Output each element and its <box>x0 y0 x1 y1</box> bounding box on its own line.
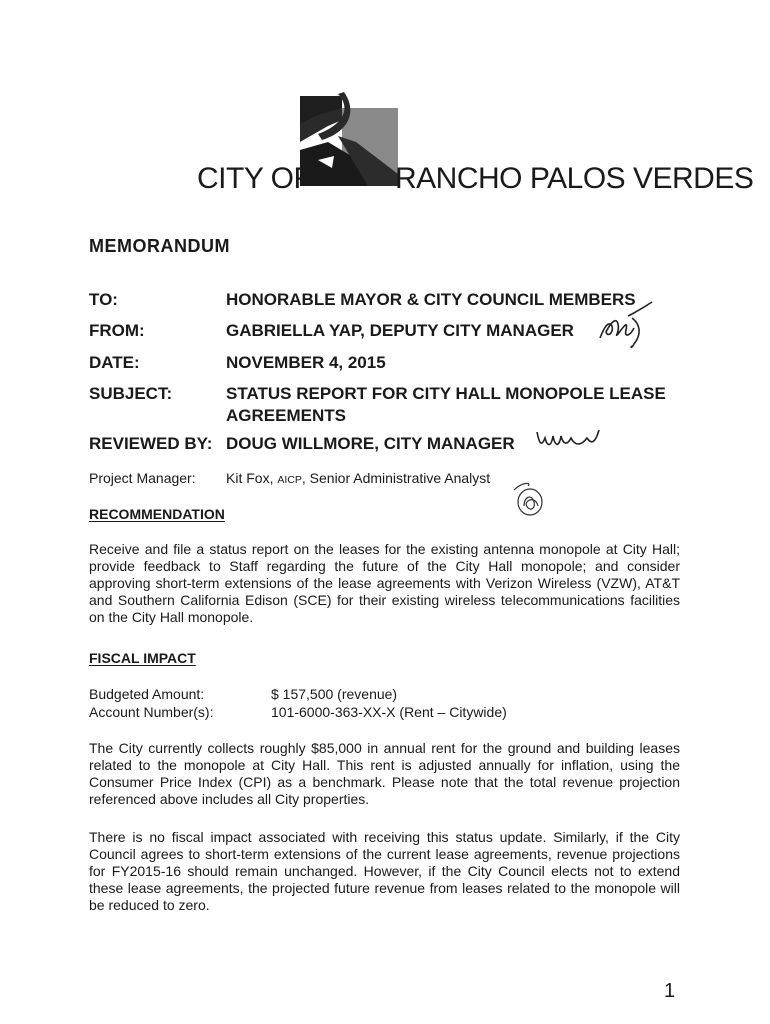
recommendation-text: Receive and file a status report on the leases for the existing antenna monopole at City Hall; provide feedback to Staff regarding the future of the City Hall monopole; and consider approving short-term extensions of the lease agreements with Verizon Wireless (VZW), AT&T and Southern California Edison (SCE) for their existing wireless telecommunications facilities on the City Hall monopole. <box>89 541 680 625</box>
memorandum-title: MEMORANDUM <box>89 236 230 256</box>
account-number-label: Account Number(s): <box>89 704 214 720</box>
from-initials-signature-icon <box>594 298 654 354</box>
analyst-initials-signature-icon <box>510 476 546 518</box>
date-value: NOVEMBER 4, 2015 <box>226 353 386 372</box>
budgeted-amount-label: Budgeted Amount: <box>89 686 205 702</box>
to-value: HONORABLE MAYOR & CITY COUNCIL MEMBERS <box>226 290 636 309</box>
account-number-value: 101-6000-363-XX-X (Rent – Citywide) <box>271 704 507 720</box>
to-label: TO: <box>89 290 118 309</box>
project-manager-value <box>226 470 490 486</box>
project-manager-label: Project Manager: <box>89 470 196 486</box>
fiscal-paragraph-1: The City currently collects roughly $85,000 in annual rent for the ground and building leases related to the monopole at City Hall. This rent is adjusted annually for inflation, using the Consumer Price Index (CPI) as a benchmark. Please note that the total revenue projection referenced above includes all City properties. <box>89 740 680 807</box>
project-manager-name: Kit Fox, <box>226 470 278 486</box>
subject-label: SUBJECT: <box>89 384 173 403</box>
budgeted-amount-value: $ 157,500 (revenue) <box>271 686 398 702</box>
fiscal-impact-heading: FISCAL IMPACT <box>89 650 196 666</box>
reviewed-by-value: DOUG WILLMORE, CITY MANAGER <box>226 434 515 453</box>
city-seal-logo-icon <box>298 90 398 190</box>
letterhead-city-of: CITY OF <box>197 162 312 195</box>
project-manager-title: , Senior Administrative Analyst <box>301 470 491 486</box>
reviewed-initials-signature-icon <box>535 424 605 452</box>
page-number: 1 <box>664 980 676 1002</box>
reviewed-by-label: REVIEWED BY: <box>89 434 213 453</box>
from-value: GABRIELLA YAP, DEPUTY CITY MANAGER <box>226 321 574 340</box>
date-label: DATE: <box>89 353 140 372</box>
from-label: FROM: <box>89 321 145 340</box>
letterhead-city-name: RANCHO PALOS VERDES <box>395 162 754 195</box>
recommendation-heading: RECOMMENDATION <box>89 506 225 522</box>
subject-line-1: STATUS REPORT FOR CITY HALL MONOPOLE LEASE <box>226 384 666 403</box>
subject-line-2: AGREEMENTS <box>226 406 346 425</box>
project-manager-credential: AICP <box>277 474 302 486</box>
fiscal-paragraph-2: There is no fiscal impact associated with receiving this status update. Similarly, if the City Council agrees to short-term extensions of the current lease agreements, revenue projections for FY2015-16 should remain unchanged. However, if the City Council elects not to extend these lease agreements, the projected future revenue from leases related to the monopole will be reduced to zero. <box>89 829 680 913</box>
